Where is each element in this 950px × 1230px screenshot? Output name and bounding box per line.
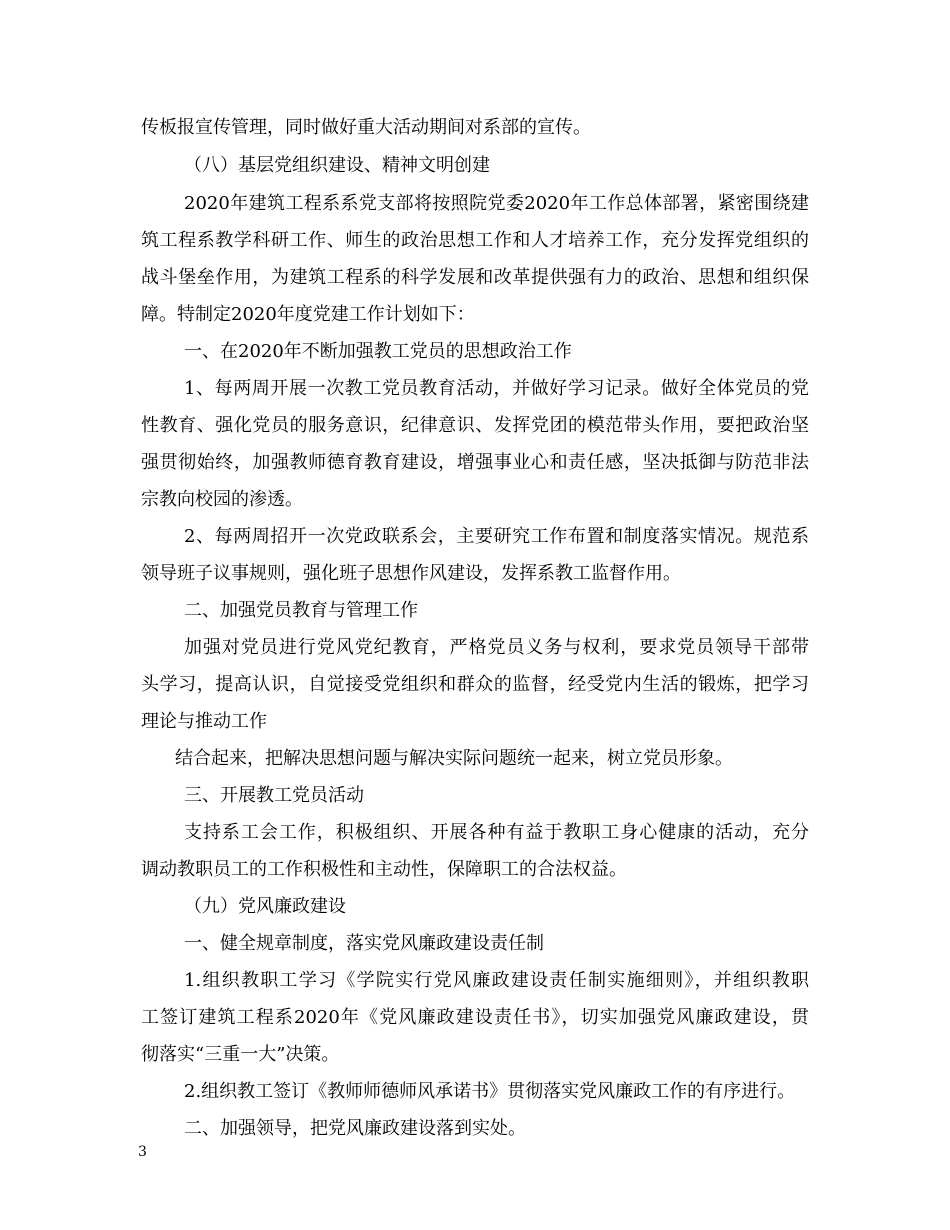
body-text-line: 加强对党员进行党风党纪教育，严格党员义务与权利，要求党员领导干部带 [184, 637, 809, 658]
body-text-line: 性教育、强化党员的服务意识，纪律意识、发挥党团的模范带头作用，要把政治坚 [141, 415, 809, 436]
body-text-line: 1.组织教职工学习《学院实行党风廉政建设责任制实施细则》，并组织教职 [184, 970, 809, 991]
body-text-line: 头学习，提高认识，自觉接受党组织和群众的监督，经受党内生活的锻炼，把学习 [141, 674, 809, 695]
body-text-line: 领导班子议事规则，强化班子思想作风建设，发挥系教工监督作用。 [141, 563, 681, 584]
body-text-line: 强贯彻始终，加强教师德育教育建设，增强事业心和责任感，坚决抵御与防范非法 [141, 452, 809, 473]
body-text-line: 结合起来，把解决思想问题与解决实际问题统一起来，树立党员形象。 [175, 748, 733, 769]
body-text-line: 彻落实“三重一大”决策。 [141, 1044, 340, 1065]
body-text-line: 支持系工会工作，积极组织、开展各种有益于教职工身心健康的活动，充分 [184, 822, 809, 843]
body-text-line: 筑工程系教学科研工作、师生的政治思想工作和人才培养工作，充分发挥党组织的 [141, 230, 809, 251]
subsection-heading: 二、加强领导，把党风廉政建设落到实处。 [184, 1118, 526, 1139]
subsection-heading: 二、加强党员教育与管理工作 [184, 600, 418, 621]
body-text-line: 1、每两周开展一次教工党员教育活动，并做好学习记录。做好全体党员的党 [184, 378, 809, 399]
body-text-line: 宗教向校园的渗透。 [141, 489, 303, 510]
body-text-line: 2020年建筑工程系系党支部将按照院党委2020年工作总体部署，紧密围绕建 [184, 193, 809, 214]
body-text-line: 理论与推动工作 [141, 711, 267, 732]
page-number: 3 [138, 1144, 147, 1160]
subsection-heading: 一、健全规章制度，落实党风廉政建设责任制 [184, 933, 544, 954]
body-text-line: 调动教职员工的工作积极性和主动性，保障职工的合法权益。 [141, 859, 627, 880]
body-text-line: 2、每两周招开一次党政联系会，主要研究工作布置和制度落实情况。规范系 [184, 526, 809, 547]
subsection-heading: 三、开展教工党员活动 [184, 785, 364, 806]
body-text-line: 工签订建筑工程系2020年《党风廉政建设责任书》，切实加强党风廉政建设，贯 [141, 1007, 809, 1028]
body-text-line: 传板报宣传管理，同时做好重大活动期间对系部的宣传。 [141, 117, 591, 138]
section-heading: （九）党风廉政建设 [184, 896, 346, 917]
body-text-line: 2.组织教工签订《教师师德师风承诺书》贯彻落实党风廉政工作的有序进行。 [184, 1081, 796, 1102]
subsection-heading: 一、在2020年不断加强教工党员的思想政治工作 [184, 341, 572, 362]
section-heading: （八）基层党组织建设、精神文明创建 [184, 155, 490, 176]
body-text-line: 障。特制定2020年度党建工作计划如下： [141, 304, 475, 325]
body-text-line: 战斗堡垒作用，为建筑工程系的科学发展和改革提供强有力的政治、思想和组织保 [141, 267, 809, 288]
